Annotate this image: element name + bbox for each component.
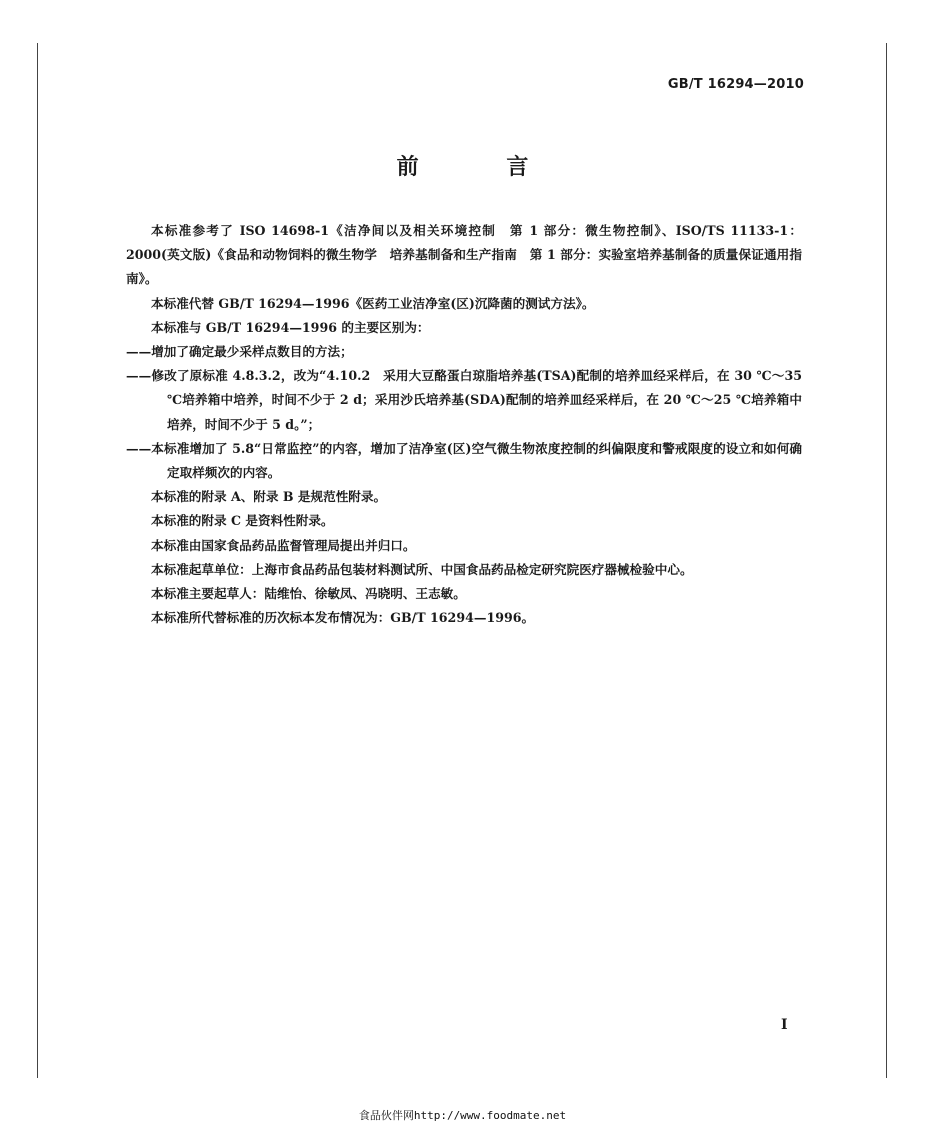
difference-item: ——修改了原标准 4.8.3.2，改为“4.10.2 采用大豆酪蛋白琼脂培养基(TSA)配制的培养皿经采样后，在 30 ℃～35 ℃培养箱中培养，时间不少于 2 d；采用沙氏培养基(SDA)配制的培养皿经采样后，在 20 ℃～25 ℃培养箱中培养，时间不少于 5 d。”； [126,368,802,432]
footer-watermark: 食品伙伴网http://www.foodmate.net [358,1109,567,1122]
paragraph-normative-annex: 本标准的附录 A、附录 B 是规范性附录。 [151,489,387,505]
difference-item: ——本标准增加了 5.8“日常监控”的内容，增加了洁净室(区)空气微生物浓度控制的纠偏限度和警戒限度的设立和如何确定取样频次的内容。 [126,440,802,481]
right-margin-rule [886,43,887,1078]
foreword-body [126,219,802,630]
left-margin-rule [37,43,38,1078]
paragraph-drafting-units: 本标准起草单位：上海市食品药品包装材料测试所、中国食品药品检定研究院医疗器械检验中心。 [151,561,693,577]
paragraph-reference: 本标准参考了 ISO 14698-1《洁净间以及相关环境控制 第 1 部分：微生物控制》、ISO/TS 11133-1：2000(英文版)《食品和动物饲料的微生物学 培养基制备和生产指南 第 1 部分：实验室培养基制备的质量保证通用指南》。 [126,223,802,287]
standard-number: GB/T 16294—2010 [667,77,804,92]
paragraph-informative-annex: 本标准的附录 C 是资料性附录。 [151,513,334,529]
page-title: 前 言 [396,154,569,180]
paragraph-replaces: 本标准代替 GB/T 16294—1996《医药工业洁净室(区)沉降菌的测试方法》。 [151,295,595,311]
paragraph-differences-intro: 本标准与 GB/T 16294—1996 的主要区别为： [151,319,430,335]
page-number: I [781,1017,788,1033]
paragraph-drafters: 本标准主要起草人：陆维怡、徐敏凤、冯晓明、王志敏。 [151,586,466,602]
paragraph-proposed-by: 本标准由国家食品药品监督管理局提出并归口。 [151,537,416,553]
difference-item: ——增加了确定最少采样点数目的方法； [126,344,353,360]
paragraph-history: 本标准所代替标准的历次标本发布情况为：GB/T 16294—1996。 [151,610,535,626]
